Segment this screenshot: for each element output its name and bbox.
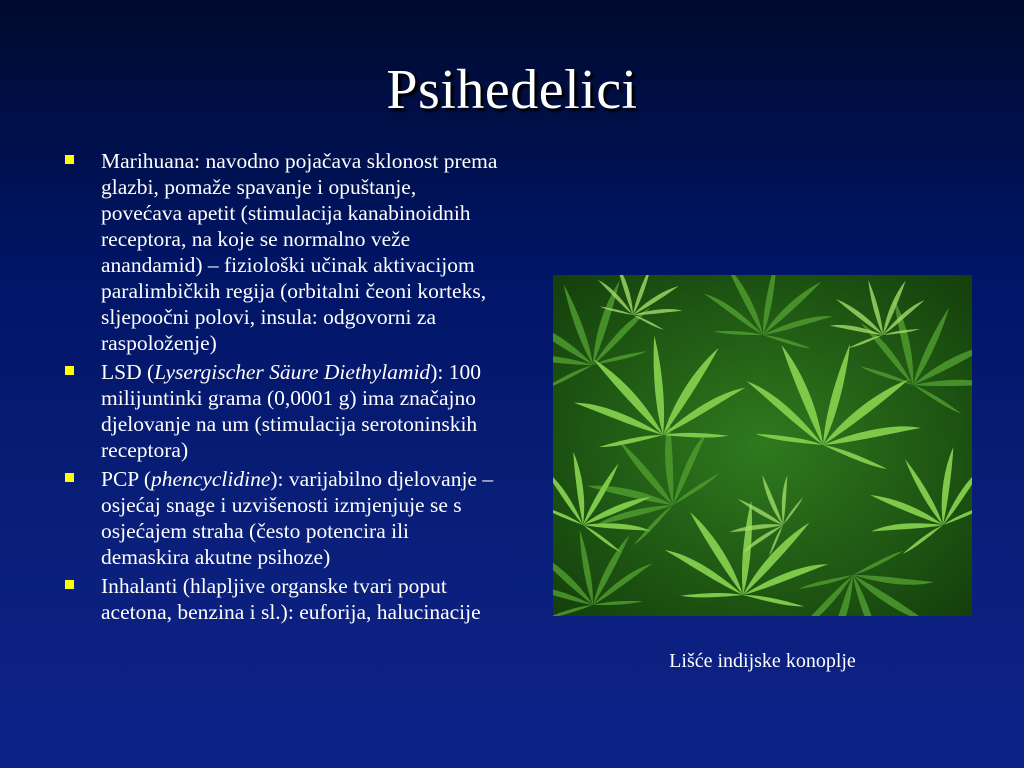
slide-title: Psihedelici (386, 59, 638, 121)
bullet-text-italic: phencyclidine (151, 467, 271, 491)
bullet-text: ): varijabilno djelovanje – osjećaj snage i uzvišenosti izmjenjuje se s osjećajem straha (često potencira ili demaskira akutne psihoze) (101, 467, 494, 569)
bullet-text: LSD ( (101, 360, 155, 384)
bullet-square-icon (65, 155, 74, 164)
leaf-illustration (553, 275, 972, 616)
bullet-square-icon (65, 366, 74, 375)
bullet-text: ): 100 milijuntinki grama (0,0001 g) ima značajno djelovanje na um (stimulacija serotoninskih receptora) (101, 360, 481, 462)
bullet-item-marihuana (62, 148, 502, 356)
bullet-square-icon (65, 473, 74, 482)
photo-caption: Lišće indijske konoplje (669, 650, 856, 672)
bullet-item-lsd (62, 359, 502, 463)
cannabis-leaves-image (553, 275, 972, 616)
bullet-text-italic: Lysergischer Säure Diethylamid (154, 360, 431, 384)
bullet-square-icon (65, 580, 74, 589)
bullet-item-inhalanti (62, 573, 502, 625)
bullet-text: Inhalanti (hlapljive organske tvari poput acetona, benzina i sl.): euforija, halucinacije (101, 574, 481, 624)
bullet-text: Marihuana: navodno pojačava sklonost prema glazbi, pomaže spavanje i opuštanje, povećava apetit (stimulacija kanabinoidnih receptora, na koje se normalno veže anandamid) – fiziološki učinak aktivacijom paralimbičkih regija (orbitalni čeoni korteks, sljepoočni polovi, insula: odgovorni za raspoloženje) (101, 149, 498, 355)
bullet-text: PCP ( (101, 467, 151, 491)
bullet-list (62, 148, 502, 628)
bullet-item-pcp (62, 466, 502, 570)
